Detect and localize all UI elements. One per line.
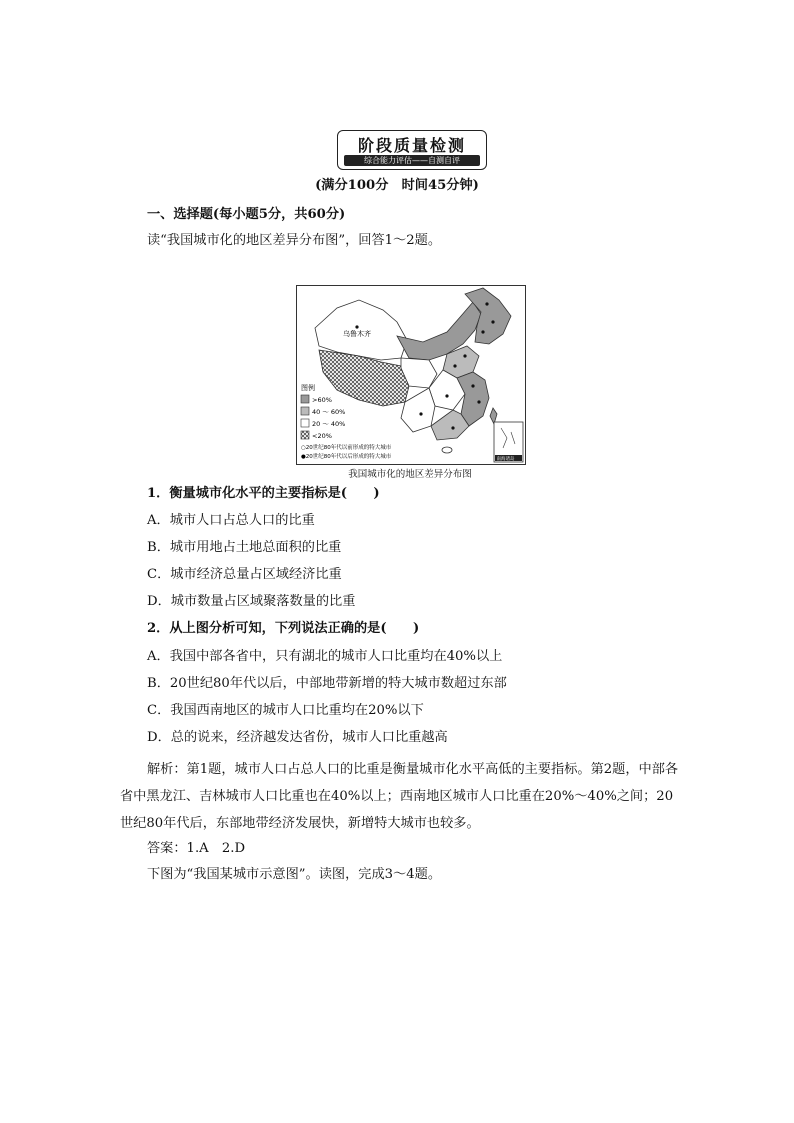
legend-swatch-40-60 [301, 407, 309, 415]
legend-label-20-40: 20 ～ 40% [312, 420, 346, 428]
city-marker [419, 412, 422, 415]
section-heading: 一、选择题(每小题5分，共60分) [147, 207, 346, 222]
city-marker [463, 354, 466, 357]
city-marker [451, 426, 454, 429]
city-marker [485, 302, 488, 305]
legend-label-under-20: <20% [312, 432, 332, 440]
legend-swatch-over-60 [301, 395, 309, 403]
next-section-intro: 下图为“我国某城市示意图”。读图，完成3～4题。 [147, 867, 442, 882]
city-marker [471, 384, 474, 387]
banner-title: 阶段质量检测 [357, 136, 466, 155]
city-marker [491, 320, 494, 323]
question-1-option-c: C．城市经济总量占区域经济比重 [147, 567, 342, 582]
inset-label: 南海诸岛 [496, 457, 515, 462]
question-2-stem: 2．从上图分析可知，下列说法正确的是( ) [147, 621, 420, 636]
legend-title: 图例 [301, 384, 315, 392]
answer-line: 答案：1.A 2.D [147, 841, 246, 856]
legend-swatch-20-40 [301, 419, 309, 427]
legend-note-after-1980: ●20世纪80年代以后形成的特大城市 [301, 454, 392, 460]
city-urumqi-marker [355, 325, 358, 328]
exam-meta: (满分100分 时间45分钟) [315, 178, 479, 193]
city-marker [445, 394, 448, 397]
legend-label-over-60: >60% [312, 396, 332, 404]
map-graphic [297, 286, 525, 464]
question-1-option-d: D．城市数量占区域聚落数量的比重 [147, 594, 356, 609]
section-banner [337, 130, 487, 170]
legend-label-40-60: 40 ～ 60% [312, 408, 346, 416]
section-intro: 读“我国城市化的地区差异分布图”，回答1～2题。 [147, 233, 442, 248]
map-caption: 我国城市化的地区差异分布图 [348, 469, 472, 480]
china-urbanization-map [296, 285, 526, 465]
question-2-option-a: A．我国中部各省中，只有湖北的城市人口比重均在40%以上 [147, 649, 503, 664]
question-2-option-c: C．我国西南地区的城市人口比重均在20%以下 [147, 703, 424, 718]
legend-note-before-1980: ○20世纪80年代以前形成的特大城市 [301, 445, 392, 451]
region-hainan [442, 447, 452, 453]
question-1-option-a: A．城市人口占总人口的比重 [147, 513, 315, 528]
city-label-urumqi: 乌鲁木齐 [343, 330, 371, 338]
question-1-stem: 1．衡量城市化水平的主要指标是( ) [147, 486, 380, 501]
question-2-option-d: D．总的说来，经济越发达省份，城市人口比重越高 [147, 730, 448, 745]
city-marker [477, 400, 480, 403]
analysis-paragraph: 解析：第1题，城市人口占总人口的比重是衡量城市化水平高低的主要指标。第2题，中部各省中黑龙江、吉林城市人口比重也在40%以上；西南地区城市人口比重在20%～40%之间；20世纪80年代后，东部地带经济发展快，新增特大城市也较多。 [120, 762, 679, 831]
city-marker [453, 364, 456, 367]
question-2-option-b: B．20世纪80年代以后，中部地带新增的特大城市数超过东部 [147, 676, 507, 691]
city-marker [481, 330, 484, 333]
legend-swatch-under-20 [301, 431, 309, 439]
banner-subtitle: 综合能力评估——自测自评 [344, 155, 480, 166]
question-1-option-b: B．城市用地占土地总面积的比重 [147, 540, 342, 555]
